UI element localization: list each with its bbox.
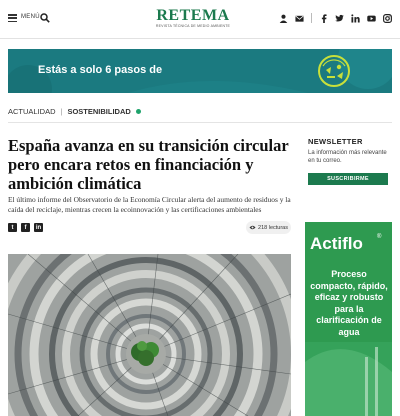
share-buttons: [8, 223, 43, 232]
banner-text: Estás a solo 6 pasos de: [38, 64, 163, 76]
instagram-icon[interactable]: [383, 14, 392, 23]
facebook-icon[interactable]: [319, 14, 328, 23]
registered-icon: ®: [377, 234, 382, 240]
linkedin-icon[interactable]: [351, 14, 360, 23]
ad-brand: Actiflo: [310, 234, 363, 253]
top-banner-ad[interactable]: [8, 49, 392, 93]
read-count-badge: [246, 221, 291, 234]
youtube-icon[interactable]: [367, 14, 376, 23]
twitter-icon[interactable]: [335, 14, 344, 23]
user-icon[interactable]: [279, 14, 288, 23]
divider: [8, 122, 392, 123]
newsletter-text: La información más relevante en tu correo.: [308, 150, 387, 164]
breadcrumb-separator: |: [60, 107, 63, 116]
breadcrumb: [8, 107, 141, 116]
menu-label[interactable]: MENÚ: [21, 14, 40, 20]
header-icons: [279, 13, 392, 23]
site-header: [0, 0, 400, 39]
subscribe-button[interactable]: SUSCRIBIRME: [308, 173, 388, 185]
newsletter-title: NEWSLETTER: [308, 137, 363, 146]
mail-icon[interactable]: [295, 14, 304, 23]
read-count: 218 lecturas: [258, 224, 288, 231]
menu-icon[interactable]: [8, 14, 17, 22]
linkedin-icon[interactable]: in: [35, 224, 42, 231]
logo-text: RETEMA: [156, 7, 230, 24]
badge-icon: [317, 54, 351, 88]
twitter-icon[interactable]: t: [8, 223, 17, 232]
logo-tagline: REVISTA TÉCNICA DE MEDIO AMBIENTE: [155, 24, 231, 28]
spiral-staircase-image: [8, 254, 291, 416]
eye-icon: [249, 225, 256, 230]
breadcrumb-section[interactable]: ACTUALIDAD: [8, 107, 56, 116]
site-logo[interactable]: [148, 8, 238, 28]
search-icon[interactable]: [40, 13, 50, 23]
article-lede: El último informe del Observatorio de la Economía Circular alerta del aumento de residuos y la caída del reciclaje, mientras crecen la ecoinnovación y las certificaciones ambientales: [8, 195, 291, 214]
facebook-icon[interactable]: f: [21, 223, 30, 232]
article-title: España avanza en su transición circular pero encara retos en financiación y ambición climática: [8, 136, 289, 193]
sidebar-ad[interactable]: [305, 222, 392, 416]
header-divider: [311, 13, 312, 23]
ad-copy: Proceso compacto, rápido, eficaz y robusto para la clarificación de agua: [310, 269, 388, 337]
breadcrumb-category[interactable]: SOSTENIBILIDAD: [67, 107, 131, 116]
category-dot-icon: [136, 109, 141, 114]
article-photo: [8, 254, 291, 416]
